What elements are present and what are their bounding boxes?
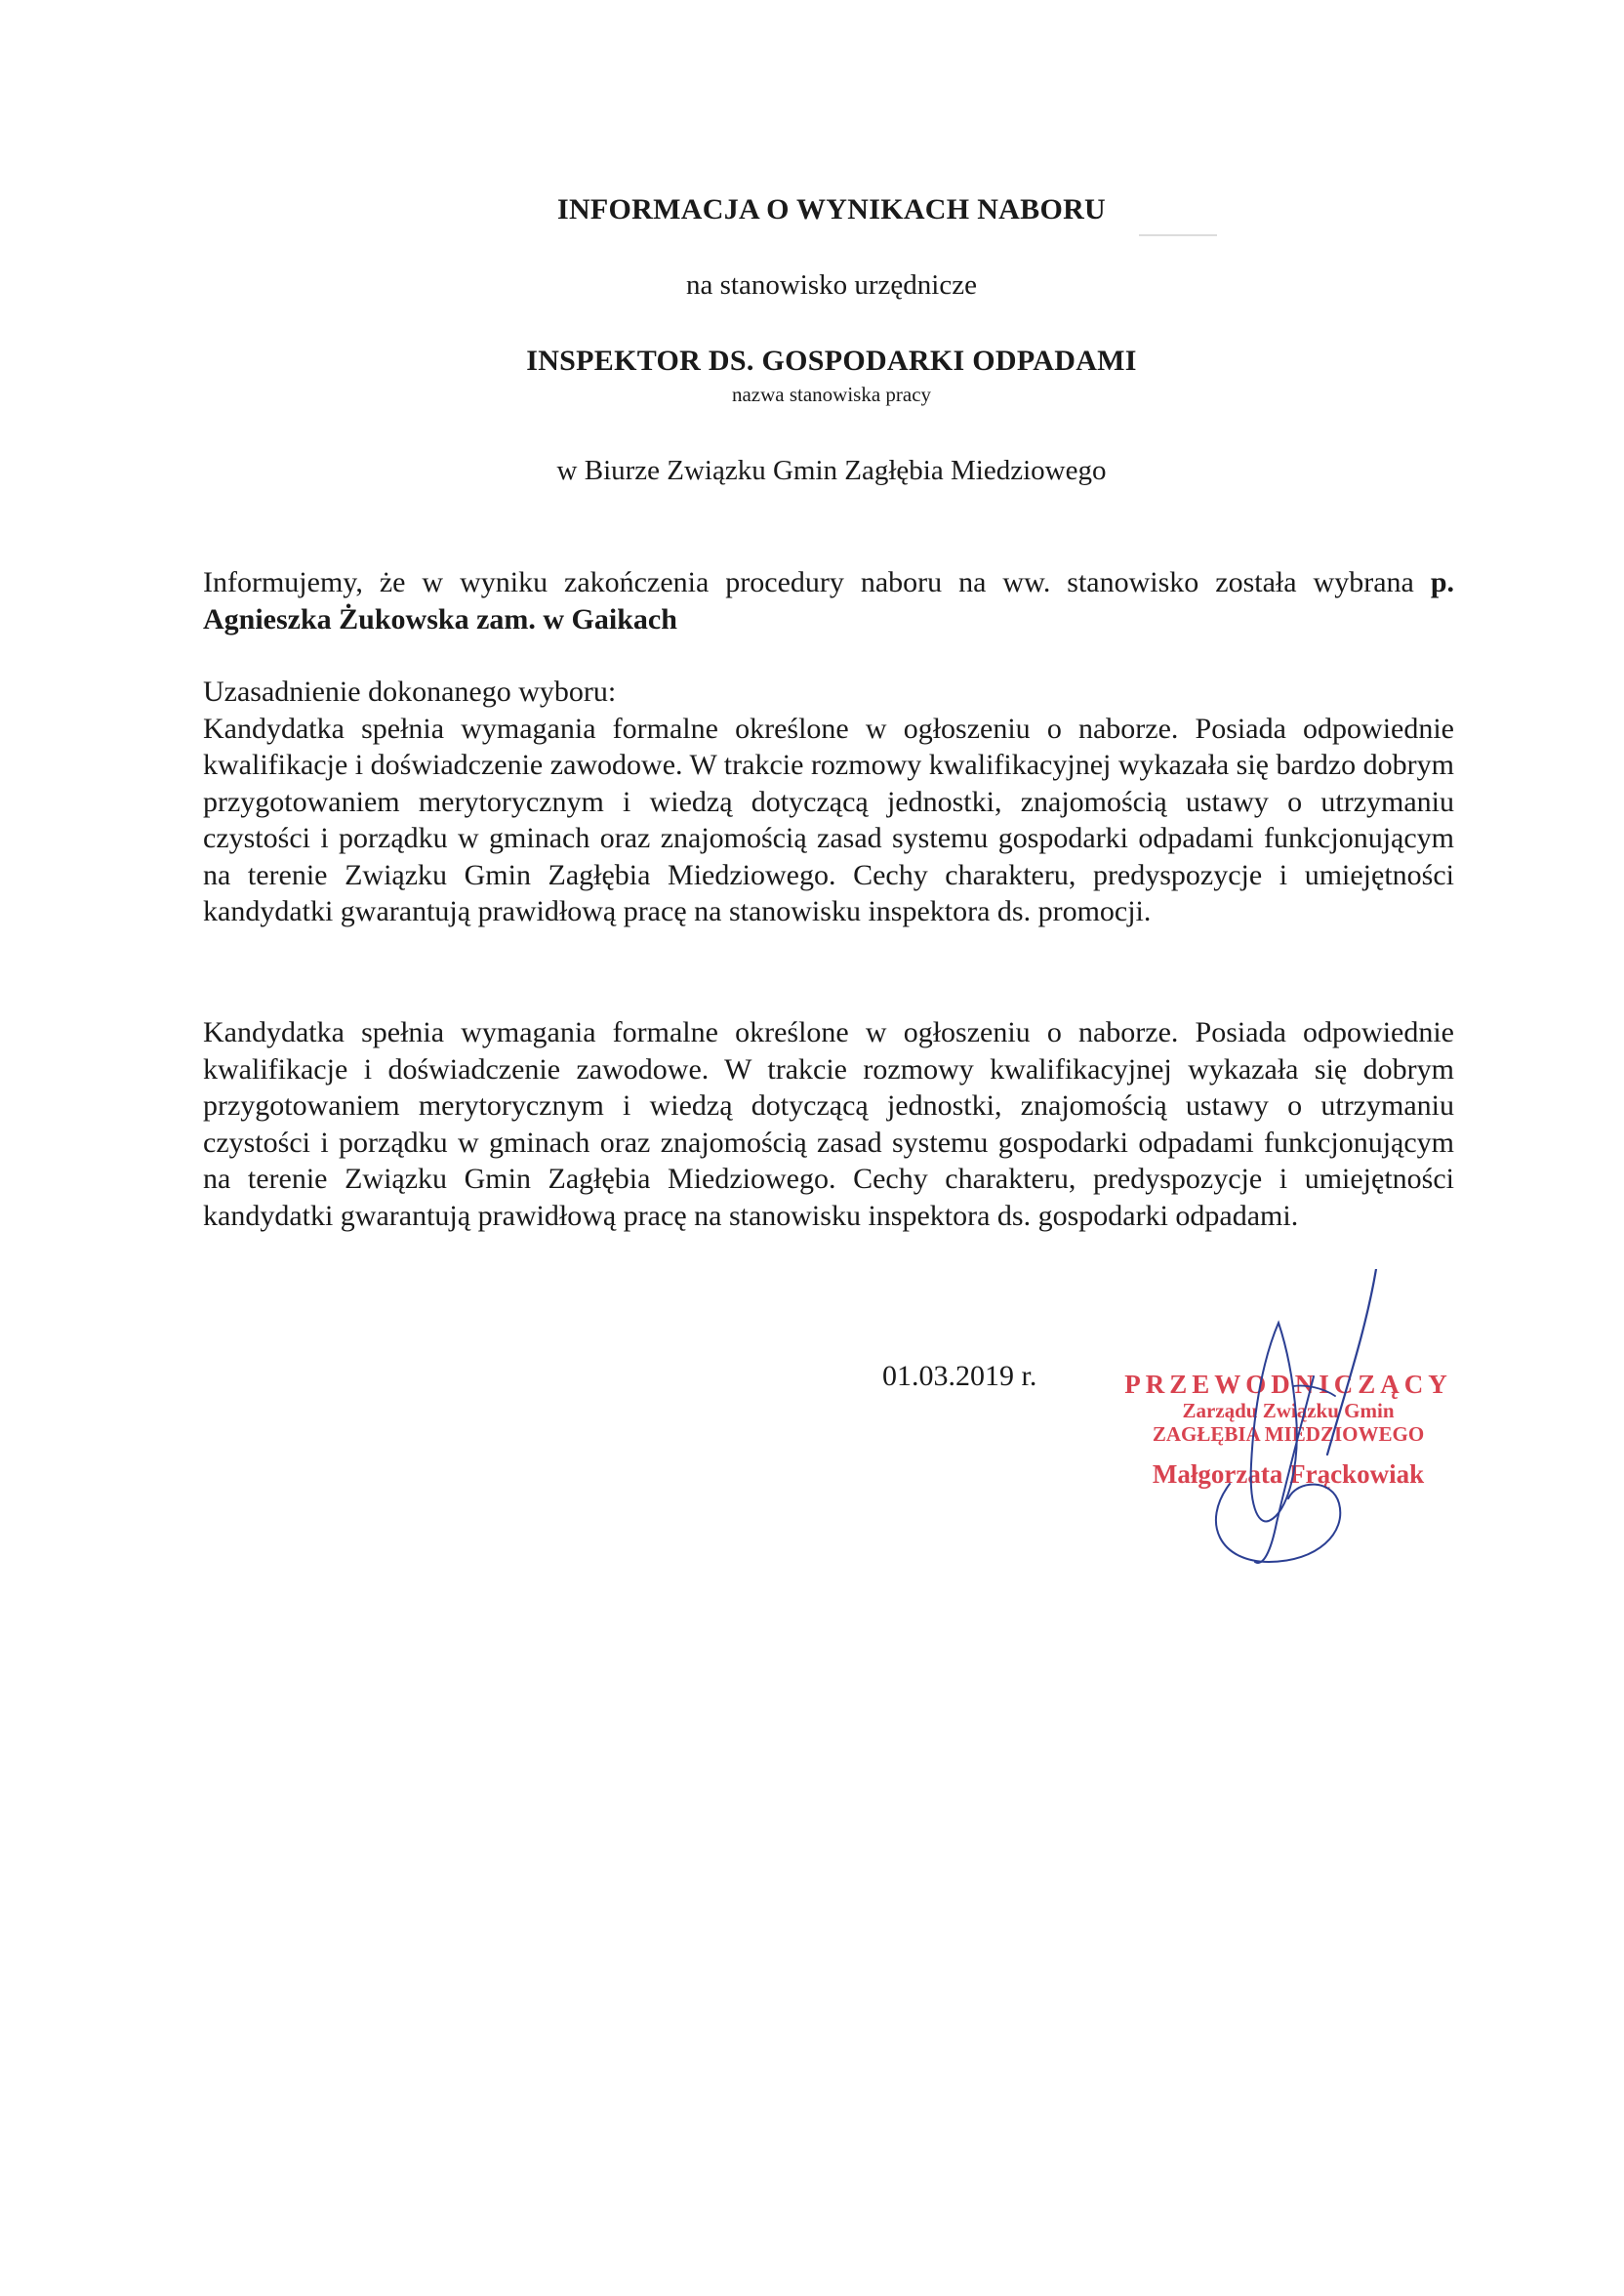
stamp-line-2: ZAGŁĘBIA MIEDZIOWEGO [1152, 1422, 1425, 1446]
justification-section [203, 674, 1454, 930]
position-name: INSPEKTOR DS. GOSPODARKI ODPADAMI [526, 345, 1137, 377]
document-subtitle: na stanowisko urzędnicze [686, 269, 977, 301]
justification-heading: Uzasadnienie dokonanego wyboru: [203, 676, 617, 708]
selected-candidate: p. Agnieszka Żukowska zam. w Gaikach [203, 566, 1454, 636]
document-title: INFORMACJA O WYNIKACH NABORU [556, 193, 1107, 226]
justification-paragraph-1: Kandydatka spełnia wymagania formalne określone w ogłoszeniu o naborze. Posiada odpowiednie kwalifikacje i doświadczenie zawodowe. W trakcie rozmowy kwalifikacyjnej wykazała się bardzo dobrym przygotowaniem merytorycznym i wiedzą dotyczącą jednostki, znajomością ustawy o utrzymaniu czystości i porządku w gminach oraz znajomością zasad systemu gospodarki odpadami funkcjonującym na terenie Związku Gmin Zagłębia Miedziowego. Cechy charakteru, predyspozycje i umiejętności kandydatki gwarantują prawidłową pracę na stanowisku inspektora ds. promocji. [203, 712, 1454, 927]
scan-mark [1139, 234, 1217, 236]
stamp-title: PRZEWODNICZĄCY [1124, 1370, 1452, 1399]
handwritten-signature [1083, 1269, 1435, 1581]
intro-paragraph [203, 564, 1454, 637]
justification-paragraph-2: Kandydatka spełnia wymagania formalne określone w ogłoszeniu o naborze. Posiada odpowiednie kwalifikacje i doświadczenie zawodowe. W trakcie rozmowy kwalifikacyjnej wykazała się dobrym przygotowaniem merytorycznym i wiedzą dotyczącą jednostki, znajomością ustawy o utrzymaniu czystości i porządku w gminach oraz znajomością zasad systemu gospodarki odpadami funkcjonującym na terenie Związku Gmin Zagłębia Miedziowego. Cechy charakteru, predyspozycje i umiejętności kandydatki gwarantują prawidłową pracę na stanowisku inspektora ds. gospodarki odpadami. [203, 1016, 1454, 1232]
stamp-line-1: Zarządu Związku Gmin [1182, 1399, 1395, 1422]
stamp-name: Małgorzata Frąckowiak [1152, 1459, 1425, 1489]
intro-text: Informujemy, że w wyniku zakończenia procedury naboru na ww. stanowisko została wybrana [203, 566, 1431, 598]
document-date: 01.03.2019 r. [882, 1360, 1037, 1392]
position-caption: nazwa stanowiska pracy [731, 383, 932, 406]
office-line: w Biurze Związku Gmin Zagłębia Miedziowego [556, 455, 1107, 486]
